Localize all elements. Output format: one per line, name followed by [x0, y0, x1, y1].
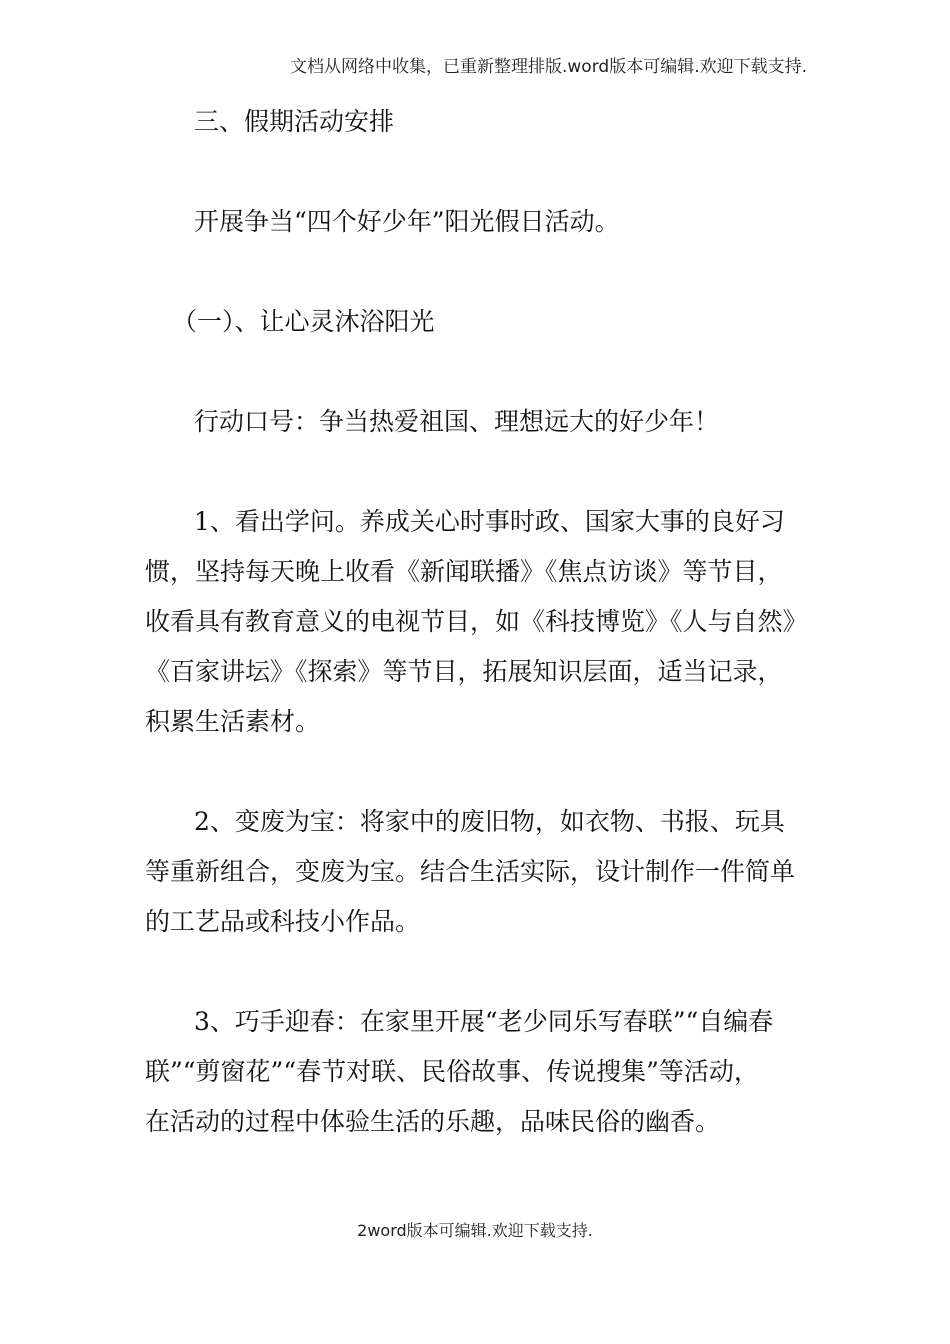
subsection-heading: （一）、让心灵沐浴阳光 [172, 307, 435, 336]
item-1-line: 积累生活素材。 [145, 707, 321, 736]
item-2-line: 2、变废为宝：将家中的废旧物，如衣物、书报、玩具 [194, 807, 785, 836]
header-note: 文档从网络中收集，已重新整理排版.word版本可编辑.欢迎下载支持. [290, 57, 807, 77]
item-3-line: 3、巧手迎春：在家里开展“老少同乐写春联”“自编春 [194, 1007, 774, 1036]
item-3-line: 在活动的过程中体验生活的乐趣，品味民俗的幽香。 [145, 1107, 721, 1136]
footer-note: 2word版本可编辑.欢迎下载支持. [357, 1221, 593, 1240]
item-1-line: 惯，坚持每天晚上收看《新闻联播》《焦点访谈》等节目， [145, 557, 783, 586]
slogan-paragraph: 行动口号：争当热爱祖国、理想远大的好少年！ [194, 407, 720, 436]
intro-paragraph: 开展争当“四个好少年”阳光假日活动。 [194, 207, 620, 236]
section-title: 三、假期活动安排 [194, 107, 395, 136]
item-1-line: 1、看出学问。养成关心时事时政、国家大事的良好习 [194, 507, 785, 536]
item-2-line: 等重新组合，变废为宝。结合生活实际，设计制作一件简单 [145, 857, 796, 886]
item-1-line: 收看具有教育意义的电视节目，如《科技博览》《人与自然》 [145, 607, 808, 636]
item-1-line: 《百家讲坛》《探索》等节目，拓展知识层面，适当记录， [145, 657, 783, 686]
item-2-line: 的工艺品或科技小作品。 [145, 907, 421, 936]
item-3-line: 联”“剪窗花”“春节对联、民俗故事、传说搜集”等活动， [145, 1057, 759, 1086]
